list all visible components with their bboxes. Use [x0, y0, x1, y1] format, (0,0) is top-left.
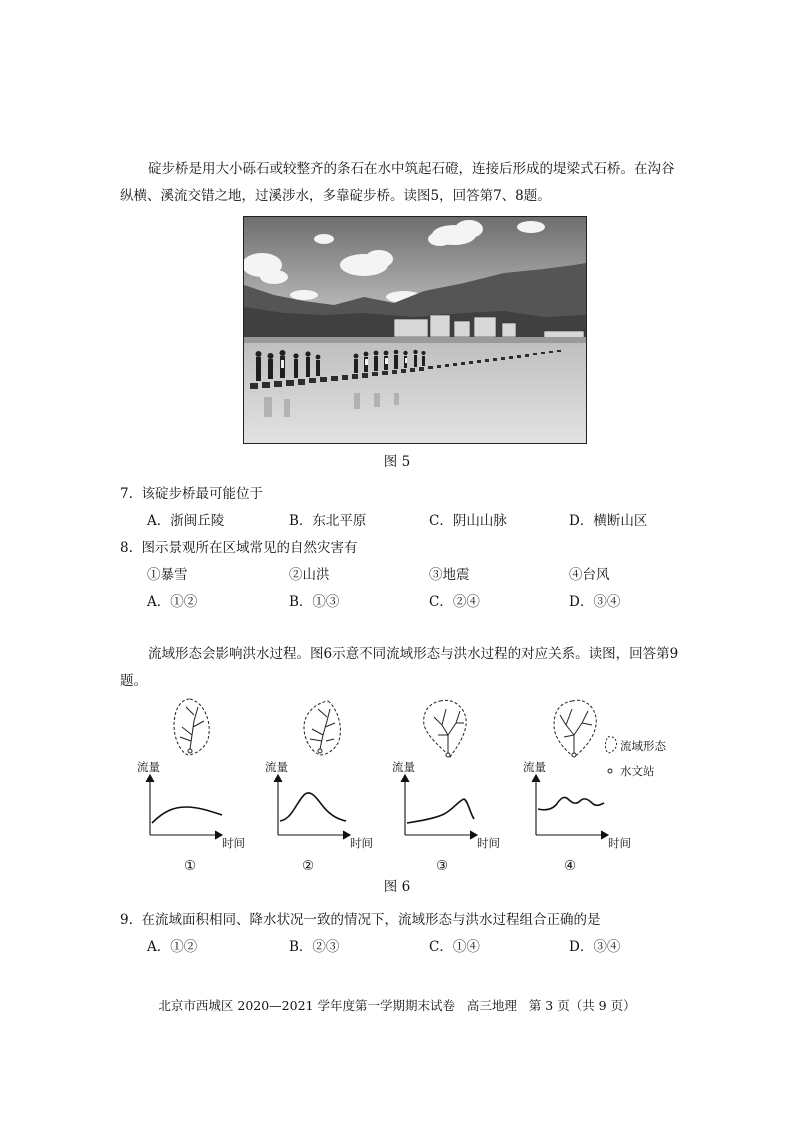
hydrograph-1	[152, 807, 222, 823]
fig5-caption: 图 5	[383, 454, 411, 470]
q7-option-b: B．东北平原	[289, 513, 367, 529]
q8-items	[0, 563, 794, 583]
fig6-diagram	[120, 695, 680, 855]
fig6-caption: 图 6	[383, 879, 411, 895]
y-axis-label-2: 流量	[265, 760, 288, 774]
axes-2	[278, 777, 348, 835]
panel-label-3: ③	[436, 858, 449, 874]
legend-station-icon	[608, 769, 612, 773]
y-axis-label-1: 流量	[137, 760, 160, 774]
q9-option-b: B．②③	[289, 939, 340, 955]
q8-option-b: B．①③	[289, 594, 340, 610]
axes-4	[536, 777, 606, 835]
q9-stem: 9. 在流域面积相同、降水状况一致的情况下，流域形态与洪水过程组合正确的是	[120, 912, 601, 928]
q8-option-d: D．③④	[569, 594, 621, 610]
q7-stem: 7. 该碇步桥最可能位于	[120, 486, 263, 502]
x-axis-label-1: 时间	[222, 836, 245, 850]
hydrograph-2	[280, 793, 346, 821]
y-axis-label-4: 流量	[523, 760, 546, 774]
q9-option-c: C．①④	[429, 939, 480, 955]
intro-watershed: 流域形态会影响洪水过程。图6示意不同流域形态与洪水过程的对应关系。读图，回答第9题。	[120, 646, 679, 689]
intro-stepping-stones: 碇步桥是用大小砾石或较整齐的条石在水中筑起石磴，连接后形成的堤梁式石桥。在沟谷纵横、溪流交错之地，过溪涉水，多靠碇步桥。读图5，回答第7、8题。	[120, 161, 675, 204]
q7-option-a: A．浙闽丘陵	[147, 513, 225, 529]
q9-options	[0, 935, 794, 955]
panel-label-1: ①	[184, 858, 197, 874]
x-axis-label-2: 时间	[350, 836, 373, 850]
page-footer: 北京市西城区 2020—2021 学年度第一学期期末试卷 高三地理 第 3 页（共 9 页）	[158, 998, 636, 1013]
x-axis-label-3: 时间	[477, 836, 500, 850]
q8-option-a: A．①②	[147, 594, 198, 610]
q8-item-3: ③地震	[429, 567, 470, 583]
q8-item-1: ①暴雪	[147, 567, 188, 583]
q8-item-4: ④台风	[569, 567, 610, 583]
legend-shape-label: 流域形态	[620, 739, 666, 753]
legend-shape-icon	[605, 737, 616, 753]
q9-option-a: A．①②	[147, 939, 198, 955]
axes-1	[150, 777, 220, 835]
q8-item-2: ②山洪	[289, 567, 330, 583]
stepping-stone-bridge-photo	[243, 216, 587, 444]
x-axis-label-4: 时间	[608, 836, 631, 850]
watershed-shape-3	[424, 700, 467, 757]
q8-option-c: C．②④	[429, 594, 480, 610]
y-axis-label-3: 流量	[392, 760, 415, 774]
panel-label-4: ④	[564, 858, 577, 874]
legend-station-label: 水文站	[620, 764, 655, 778]
watershed-shape-4	[554, 700, 596, 757]
fig6-legend	[605, 737, 666, 778]
q8-options	[0, 590, 794, 610]
q9-option-d: D．③④	[569, 939, 621, 955]
q7-option-d: D．横断山区	[569, 513, 648, 529]
hydrograph-4	[538, 797, 604, 809]
q7-option-c: C．阴山山脉	[429, 513, 507, 529]
q7-options	[0, 509, 794, 529]
watershed-shape-2	[304, 701, 340, 755]
hydrograph-3	[407, 799, 474, 823]
watershed-shape-1	[174, 699, 209, 755]
q8-stem: 8. 图示景观所在区域常见的自然灾害有	[120, 540, 358, 556]
panel-label-2: ②	[302, 858, 315, 874]
axes-3	[405, 777, 475, 835]
